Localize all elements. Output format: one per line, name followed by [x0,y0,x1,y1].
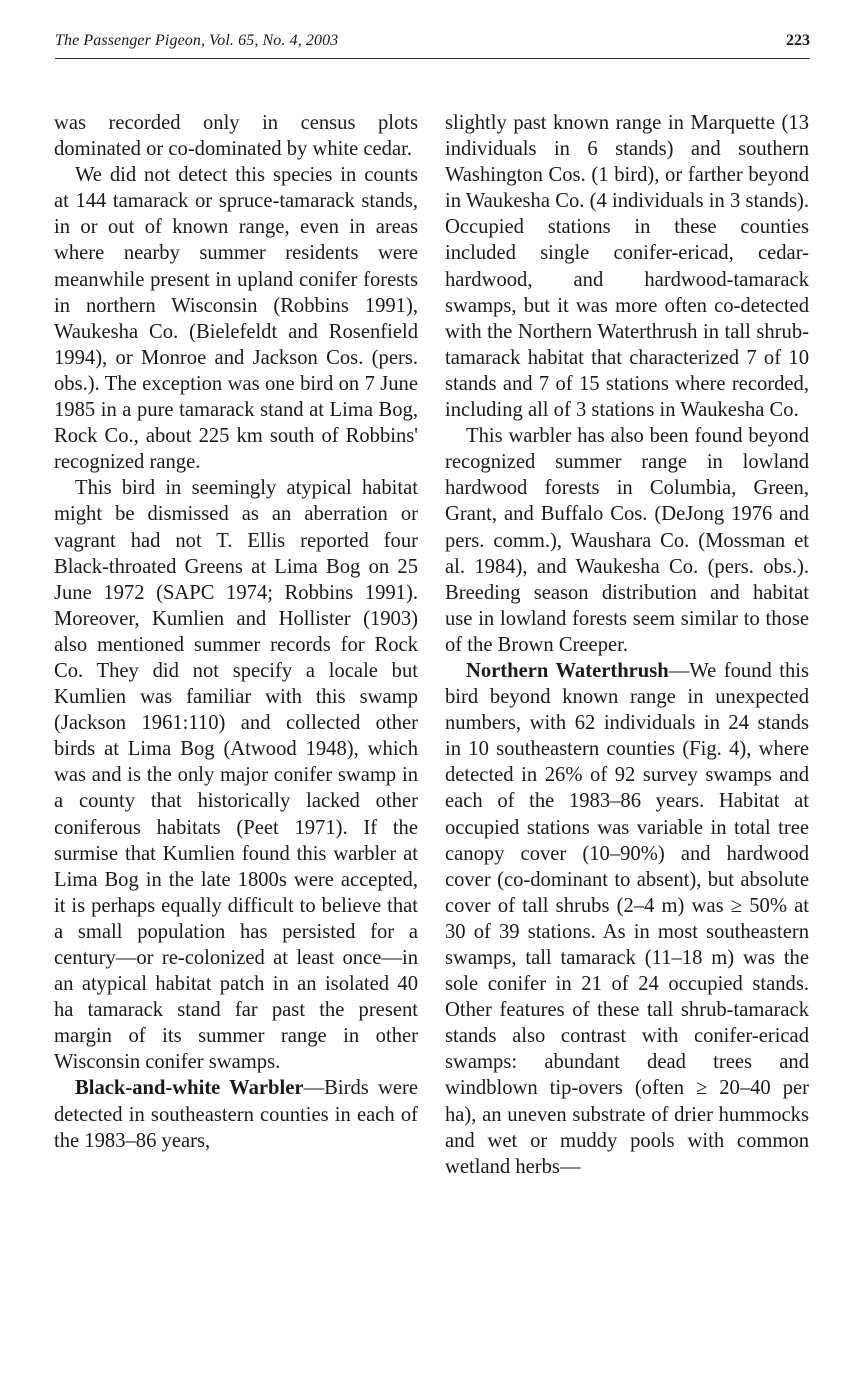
species-heading-northern-waterthrush: Northern Waterthrush [466,659,669,682]
paragraph-range-continuation: slightly past known range in Marquette (13 individuals in 6 stands) and southern Washington Cos. (1 bird), or farther beyond in Waukesha Co. (4 individuals in 3 stands). Occupied stations in these counties included single conifer-ericad, cedar-hardwood, and hardwood-tamarack swamps, but it was more often co-detected with the Northern Waterthrush in tall shrub-tamarack habitat that characterized 7 of 10 stands and 7 of 15 stations where recorded, including all of 3 stations in Waukesha Co. [445,112,809,422]
paragraph-body: —Birds were detected in southeastern counties in each of the 1983–86 years, [54,1077,418,1152]
paragraph-northern-waterthrush [445,658,809,1180]
species-heading-black-and-white-warbler: Black-and-white Warbler [75,1077,304,1100]
paragraph-lima-bog: This bird in seemingly atypical habitat might be dismissed as an aberration or vagrant had not T. Ellis reported four Black-throated Greens at Lima Bog on 25 June 1972 (SAPC 1974; Robbins 1991). Moreover, Kumlien and Hollister (1903) also mentioned summer records for Rock Co. They did not specify a locale but Kumlien was familiar with this swamp (Jackson 1961:110) and collected other birds at Lima Bog (Atwood 1948), which was and is the only major conifer swamp in a county that historically lacked other coniferous habitats (Peet 1971). If the surmise that Kumlien found this warbler at Lima Bog in the late 1800s were accepted, it is perhaps equally difficult to believe that a small population has persisted for a century—or re-colonized at least once—in an atypical habitat patch in an isolated 40 ha tamarack stand far past the present margin of its summer range in other Wisconsin conifer swamps. [54,477,418,1074]
paragraph-lowland-hardwood: This warbler has also been found beyond recognized summer range in lowland hardwood forests in Columbia, Green, Grant, and Buffalo Cos. (DeJong 1976 and pers. comm.), Waushara Co. (Mossman et al. 1984), and Waukesha Co. (pers. obs.). Breeding season distribution and habitat use in lowland forests seem similar to those of the Brown Creeper. [445,425,809,656]
right-column [445,110,809,1180]
paragraph-black-and-white-warbler [54,1075,418,1153]
left-column [54,110,418,1154]
paragraph-tamarack-counts: We did not detect this species in counts at 144 tamarack or spruce-tamarack stands, in or out of known range, even in areas where nearby summer residents were meanwhile present in upland conifer forests in northern Wisconsin (Robbins 1991), Waukesha Co. (Bielefeldt and Rosenfield 1994), or Monroe and Jackson Cos. (pers. obs.). The exception was one bird on 7 June 1985 in a pure tamarack stand at Lima Bog, Rock Co., about 225 km south of Robbins' recognized range. [54,164,418,474]
journal-citation: The Passenger Pigeon, Vol. 65, No. 4, 2003 [55,32,339,49]
paragraph-body: —We found this bird beyond known range in unexpected numbers, with 62 individuals in 24 stands in 10 southeastern counties (Fig. 4), where detected in 26% of 92 survey swamps and each of the 1983–86 years. Habitat at occupied stations was variable in total tree canopy cover (10–90%) and hardwood cover (co-dominant to absent), but absolute cover of tall shrubs (2–4 m) was ≥ 50% at 30 of 39 stations. As in most southeastern swamps, tall tamarack (11–18 m) was the sole conifer in 21 of 24 occupied stands. Other features of these tall shrub-tamarack stands also contrast with conifer-ericad swamps: abundant dead trees and windblown tip-overs (often ≥ 20–40 per ha), an uneven substrate of drier hummocks and wet or muddy pools with common wetland herbs— [445,659,809,1178]
paragraph-cedar-continuation: was recorded only in census plots dominated or co-dominated by white cedar. [54,112,418,161]
running-header [55,32,810,59]
page-number: 223 [786,32,810,49]
